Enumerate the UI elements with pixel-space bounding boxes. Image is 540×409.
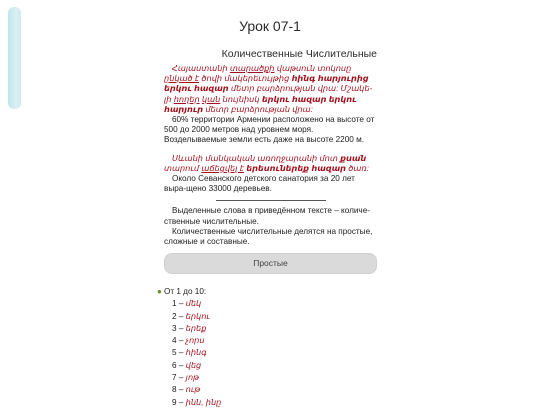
list-item-word: ութ (185, 385, 201, 395)
list-item-word: չորս (185, 336, 205, 346)
explanation-2: Количественные числительные делятся на простые, сложные и составные. (164, 226, 373, 247)
list-item-number: 5 – (172, 348, 186, 358)
list-item-word: վեց (185, 360, 202, 370)
list-item-number: 8 – (172, 385, 186, 395)
russian-translation-1: 60% территории Армении расположено на высоте от 500 до 2000 метров над уровнем моря. Возделываемые земли есть даже на высоте 2200 м. (164, 115, 375, 145)
list-item (157, 360, 221, 372)
text-fragment: մետր բարձրության վրա: (203, 104, 313, 114)
simple-numerals-button[interactable]: Простые (164, 253, 377, 274)
numeral-highlight: երկու հազար երկու հարյուր (164, 94, 357, 114)
armenian-paragraph-1 (164, 64, 377, 115)
underlined-word: կան (201, 94, 221, 104)
list-item (157, 372, 221, 384)
numeral-highlight: քսան (340, 153, 367, 163)
underlined-word: ընկած է (164, 74, 200, 84)
list-item (157, 347, 221, 359)
text-fragment: տարում (164, 163, 202, 173)
list-heading-text: От 1 до 10: (163, 287, 207, 296)
text-fragment: Հայաստանի (172, 64, 230, 73)
list-item (157, 335, 221, 347)
list-item (157, 384, 221, 396)
list-item-number: 4 – (172, 336, 186, 346)
bullet-icon: ● (157, 287, 162, 296)
list-heading (157, 286, 221, 298)
numeral-highlight: երեսուներեք հազար (246, 163, 346, 173)
list-item-number: 3 – (172, 323, 186, 333)
underlined-word: տարածքի (229, 64, 275, 73)
text-fragment: ծովի մակերեւույթից (199, 74, 292, 84)
list-item (157, 298, 221, 310)
section-subtitle: Количественные Числительные (221, 48, 377, 60)
text-fragment: Սևանի մանկական առողջարանի մոտ (172, 153, 341, 163)
list-item-number: 2 – (172, 311, 186, 321)
underlined-word: հողեր (173, 94, 200, 104)
list-item-word: յոթ (185, 373, 200, 383)
explanation-1: Выделенные слова в приведённом тексте – количе-ственные числительные. (164, 206, 370, 226)
list-item-number: 7 – (172, 373, 186, 383)
page-title: Урок 07-1 (239, 18, 301, 34)
list-item-number: 9 – (172, 397, 186, 407)
russian-translation-2: Около Севанского детского санатория за 20 лет выра-щено 33000 деревьев. (164, 174, 355, 194)
list-item-word: մեկ (185, 299, 202, 309)
text-fragment: նույնիսկ (220, 94, 262, 104)
list-item (157, 323, 221, 335)
text-fragment: մետր բարձրության վրա: Մշակե-լի (164, 84, 373, 104)
list-item-word: ինն, ինը (185, 397, 222, 407)
divider (216, 200, 326, 201)
lesson-content (164, 48, 377, 274)
list-item-number: 6 – (172, 360, 186, 370)
list-item-word: երեք (185, 323, 207, 333)
list-item-word: հինգ (185, 348, 207, 358)
underlined-word: աճեցվել է (201, 163, 244, 173)
list-item-number: 1 – (172, 299, 186, 309)
list-item (157, 311, 221, 323)
text-fragment: վաթսուն տոկոսը (274, 64, 352, 73)
numerals-list (157, 286, 221, 409)
list-item (157, 397, 221, 409)
text-fragment: ծառ: (345, 163, 369, 173)
list-item-word: երկու (185, 311, 210, 321)
armenian-paragraph-2 (164, 154, 377, 174)
numeral-highlight: հինգ հարյուրից երկու հազար (164, 74, 369, 94)
